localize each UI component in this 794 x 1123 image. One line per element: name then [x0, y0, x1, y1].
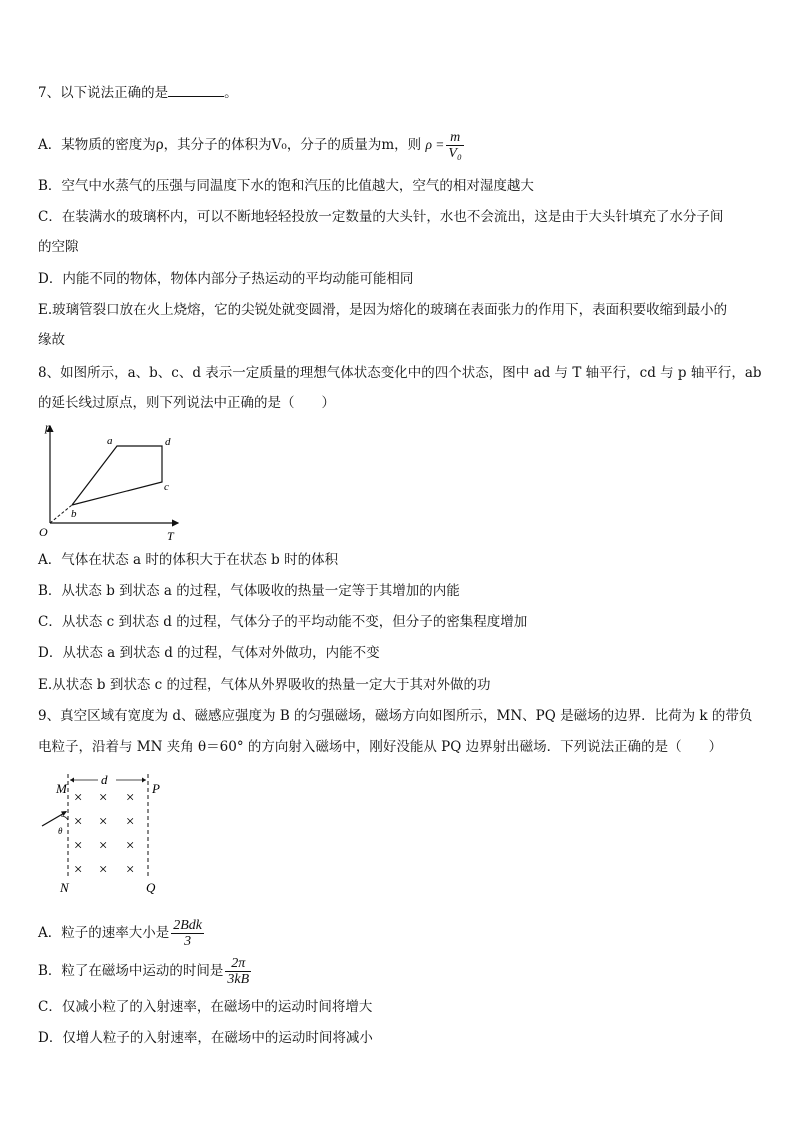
- q7-option-e-line1: E.玻璃管裂口放在火上烧熔，它的尖锐处就变圆滑，是因为熔化的玻璃在表面张力的作用下，表面积要收缩到最小的: [38, 302, 728, 318]
- cross: ×: [73, 790, 84, 806]
- cross: ×: [98, 862, 109, 878]
- q7-stem: 7、以下说法正确的是 。: [38, 85, 238, 101]
- origin-dashed-extension: [50, 505, 72, 523]
- cross: ×: [125, 814, 136, 830]
- time-fraction: $\frac{2\pi}{3kB}$: [227, 956, 250, 987]
- label-b: b: [71, 508, 77, 520]
- angle-arc: [61, 816, 68, 820]
- field-crosses: [73, 790, 135, 878]
- label-d: d: [101, 772, 108, 787]
- cross: ×: [73, 862, 84, 878]
- label-T: T: [167, 529, 174, 543]
- q9-option-c: C．仅减小粒了的入射速率，在磁场中的运动时间将增大: [38, 999, 373, 1015]
- q7-option-d: D．内能不同的物体，物体内部分子热运动的平均动能可能相同: [38, 271, 414, 287]
- label-d: d: [165, 436, 171, 448]
- label-P: P: [152, 781, 160, 796]
- q8-option-a: A．气体在状态 a 时的体积大于在状态 b 时的体积: [38, 552, 339, 568]
- cross: ×: [125, 790, 136, 806]
- cross: ×: [98, 838, 109, 854]
- label-N: N: [60, 880, 69, 895]
- magnetic-field-diagram: [36, 768, 176, 898]
- q9-stem-line2: 电粒子，沿着与 MN 夹角 θ＝60° 的方向射入磁场中，刚好没能从 PQ 边界射出磁场．下列说法正确的是（ ）: [38, 739, 723, 755]
- incident-velocity-arrow: [42, 812, 66, 826]
- q7-option-c-line1: C．在装满水的玻璃杯内，可以不断地轻轻投放一定数量的大头针，水也不会流出，这是由于大头针填充了水分子间: [38, 209, 724, 225]
- cross: ×: [98, 814, 109, 830]
- cross: ×: [98, 790, 109, 806]
- cross: ×: [125, 862, 136, 878]
- label-p: p: [45, 420, 51, 434]
- label-O: O: [39, 525, 48, 539]
- density-fraction: $\frac{m}{\text{V₀}}$: [448, 130, 462, 161]
- q7-option-a: A．某物质的密度为ρ，其分子的体积为V₀，分子的质量为m，则 ρ = $\frac{m}{\text{V₀}}$: [38, 130, 462, 161]
- cross: ×: [73, 814, 84, 830]
- state-path: [72, 446, 162, 505]
- answer-blank[interactable]: [168, 84, 224, 97]
- label-theta: θ: [58, 826, 63, 836]
- q8-option-e: E.从状态 b 到状态 c 的过程，气体从外界吸收的热量一定大于其对外做的功: [38, 677, 491, 693]
- q7-option-c-line2: 的空隙: [38, 239, 79, 255]
- q8-stem-line1: 8、如图所示，a、b、c、d 表示一定质量的理想气体状态变化中的四个状态，图中 ad 与 T 轴平行，cd 与 p 轴平行，ab: [38, 365, 762, 381]
- q7-option-e-line2: 缘故: [38, 332, 65, 348]
- q8-option-d: D．从状态 a 到状态 d 的过程，气体对外做功，内能不变: [38, 645, 380, 661]
- cross: ×: [73, 838, 84, 854]
- q9-option-b: B．粒了在磁场中运动的时间是 $\frac{2\pi}{3kB}$: [38, 956, 250, 987]
- label-a: a: [107, 435, 113, 447]
- cross: ×: [125, 838, 136, 854]
- q9-option-a: A．粒子的速率大小是 $\frac{\text{2Bdk}}{3}$: [38, 918, 203, 949]
- speed-fraction: $\frac{\text{2Bdk}}{3}$: [173, 918, 203, 949]
- q8-option-c: C．从状态 c 到状态 d 的过程，气体分子的平均动能不变，但分子的密集程度增加: [38, 614, 528, 630]
- q9-option-d: D．仅增人粒子的入射速率，在磁场中的运动时间将减小: [38, 1030, 373, 1046]
- q7-option-b: B．空气中水蒸气的压强与同温度下水的饱和汽压的比值越大，空气的相对湿度越大: [38, 178, 534, 194]
- label-Q: Q: [146, 880, 156, 895]
- pt-diagram: [36, 420, 186, 545]
- q9-stem-line1: 9、真空区域有宽度为 d、磁感应强度为 B 的匀强磁场，磁场方向如图所示，MN、PQ 是磁场的边界．比荷为 k 的带负: [38, 708, 753, 724]
- label-M: M: [56, 781, 67, 796]
- q8-option-b: B．从状态 b 到状态 a 的过程，气体吸收的热量一定等于其增加的内能: [38, 583, 460, 599]
- label-c: c: [164, 481, 169, 493]
- q8-stem-line2: 的延长线过原点，则下列说法中正确的是（ ）: [38, 395, 335, 411]
